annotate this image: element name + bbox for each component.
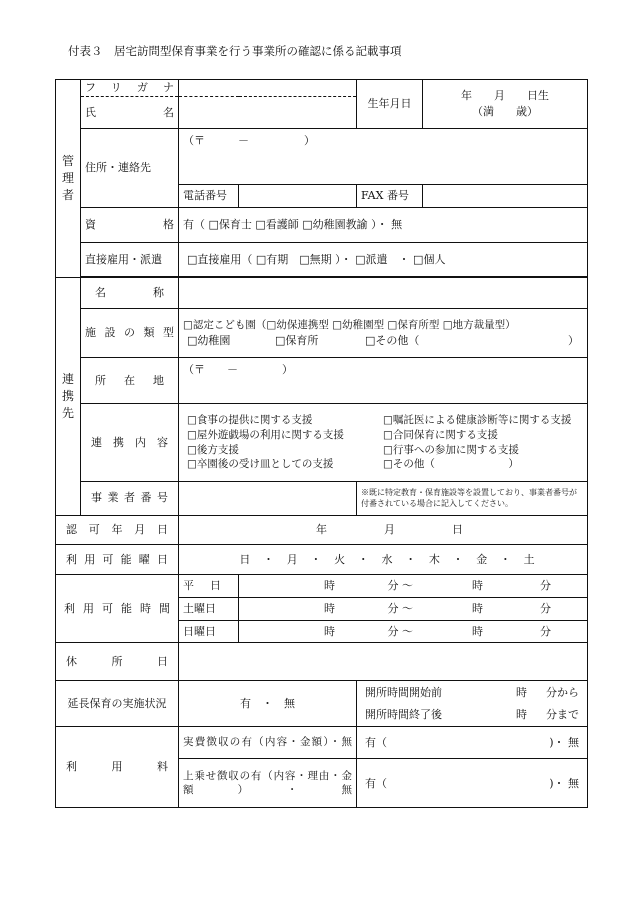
closed-row <box>56 643 588 681</box>
name-field[interactable] <box>179 96 357 128</box>
extended-before[interactable]: 開所時間開始前 時 分から <box>357 681 588 704</box>
name-label: 氏名 <box>81 96 179 128</box>
qualification-label: 資格 <box>81 207 179 242</box>
hours-row-weekday <box>56 575 588 598</box>
birthdate-label: 生年月日 <box>357 80 423 129</box>
operator-number-row <box>56 481 588 515</box>
address-label: 住所・連絡先 <box>81 128 179 207</box>
operator-number-label: 事業者番号 <box>81 481 179 515</box>
partner-name-row <box>56 277 588 308</box>
form-table <box>55 79 588 808</box>
manager-qualification-row <box>56 207 588 242</box>
phone-field[interactable] <box>239 185 357 208</box>
operator-number-field[interactable] <box>179 481 357 515</box>
content-items: □食事の提供に関する支援 □嘱託医による健康診断等に関する支援 □屋外遊戯場の利用に関する支援 □合同保育に関する支援 □後方支援 □行事への参加に関する支援 □卒園後の受け皿としての支援 □その他（ ） <box>187 414 572 471</box>
hours-day-saturday: 土曜日 <box>179 597 239 620</box>
manager-furigana-row <box>56 80 588 97</box>
hours-label: 利用可能時間 <box>56 575 179 643</box>
manager-group-label: 管 理 者 <box>56 80 81 278</box>
fees-surcharge-label: 上乗せ徴収の有（内容・理由・金額）・無 <box>179 759 357 808</box>
closed-label: 休所日 <box>56 643 179 681</box>
content-field[interactable] <box>179 404 588 481</box>
fees-label: 利用料 <box>56 726 179 807</box>
fax-label: FAX 番号 <box>357 185 423 208</box>
phone-label: 電話番号 <box>179 185 239 208</box>
fees-surcharge-field[interactable]: 有（ )・ 無 <box>357 759 588 808</box>
location-field[interactable]: （〒 － ） <box>179 358 588 404</box>
hours-day-sunday: 日曜日 <box>179 620 239 643</box>
fees-row-actual <box>56 726 588 759</box>
hours-field-weekday[interactable]: 時 分 ～ 時 分 <box>239 575 588 598</box>
closed-field[interactable] <box>179 643 588 681</box>
employment-label: 直接雇用・派遣 <box>81 242 179 276</box>
facility-type-field[interactable]: □認定こども園（□幼保連携型 □幼稚園型 □保育所型 □地方裁量型） □幼稚園 □保育所 □その他（ ） <box>179 308 588 357</box>
extended-label: 延長保育の実施状況 <box>56 681 179 726</box>
extended-value[interactable]: 有 ・ 無 <box>179 681 357 726</box>
approval-date-row <box>56 515 588 545</box>
partner-name-label: 名称 <box>81 277 179 308</box>
content-row <box>56 404 588 481</box>
approval-date-field[interactable]: 年 月 日 <box>179 515 588 545</box>
extended-after[interactable]: 開所時間終了後 時 分まで <box>357 703 588 726</box>
page-title: 付表３ 居宅訪問型保育事業を行う事業所の確認に係る記載事項 <box>68 44 402 58</box>
content-label: 連携内容 <box>81 404 179 481</box>
facility-type-line2: □幼稚園 □保育所 □その他（ ） <box>187 333 579 347</box>
facility-type-label: 施設の類型 <box>81 308 179 357</box>
approval-date-label: 認可年月日 <box>56 515 179 545</box>
hours-field-saturday[interactable]: 時 分 ～ 時 分 <box>239 597 588 620</box>
employment-field[interactable]: □直接雇用（ □有期 □無期 ）・ □派遣 ・ □個人 <box>179 242 588 276</box>
extended-row-before <box>56 681 588 704</box>
location-label: 所在地 <box>81 358 179 404</box>
fees-actual-label: 実費徴収の有（内容・金額）・無 <box>179 726 357 759</box>
facility-type-row <box>56 308 588 357</box>
hours-day-weekday: 平 日 <box>179 575 239 598</box>
partner-name-field[interactable] <box>179 277 588 308</box>
days-label: 利用可能曜日 <box>56 545 179 575</box>
hours-field-sunday[interactable]: 時 分 ～ 時 分 <box>239 620 588 643</box>
location-row <box>56 358 588 404</box>
fees-actual-field[interactable]: 有（ )・ 無 <box>357 726 588 759</box>
address-field[interactable]: （〒 － ） <box>179 128 588 185</box>
qualification-field[interactable]: 有（ □保育士 □看護師 □幼稚園教諭 ）・ 無 <box>179 207 588 242</box>
furigana-label: フリガナ <box>81 80 179 97</box>
partner-group-label: 連 携 先 <box>56 277 81 515</box>
furigana-field[interactable] <box>179 80 357 97</box>
operator-number-note: ※既に特定教育・保育施設等を設置しており、事業者番号が付番されている場合に記入してください。 <box>357 481 588 515</box>
days-field[interactable]: 日 ・ 月 ・ 火 ・ 水 ・ 木 ・ 金 ・ 土 <box>179 545 588 575</box>
manager-employment-row <box>56 242 588 276</box>
fax-field[interactable] <box>423 185 588 208</box>
manager-address-row <box>56 128 588 185</box>
days-row <box>56 545 588 575</box>
birthdate-field[interactable]: 年 月 日生 （満 歳） <box>423 80 588 129</box>
